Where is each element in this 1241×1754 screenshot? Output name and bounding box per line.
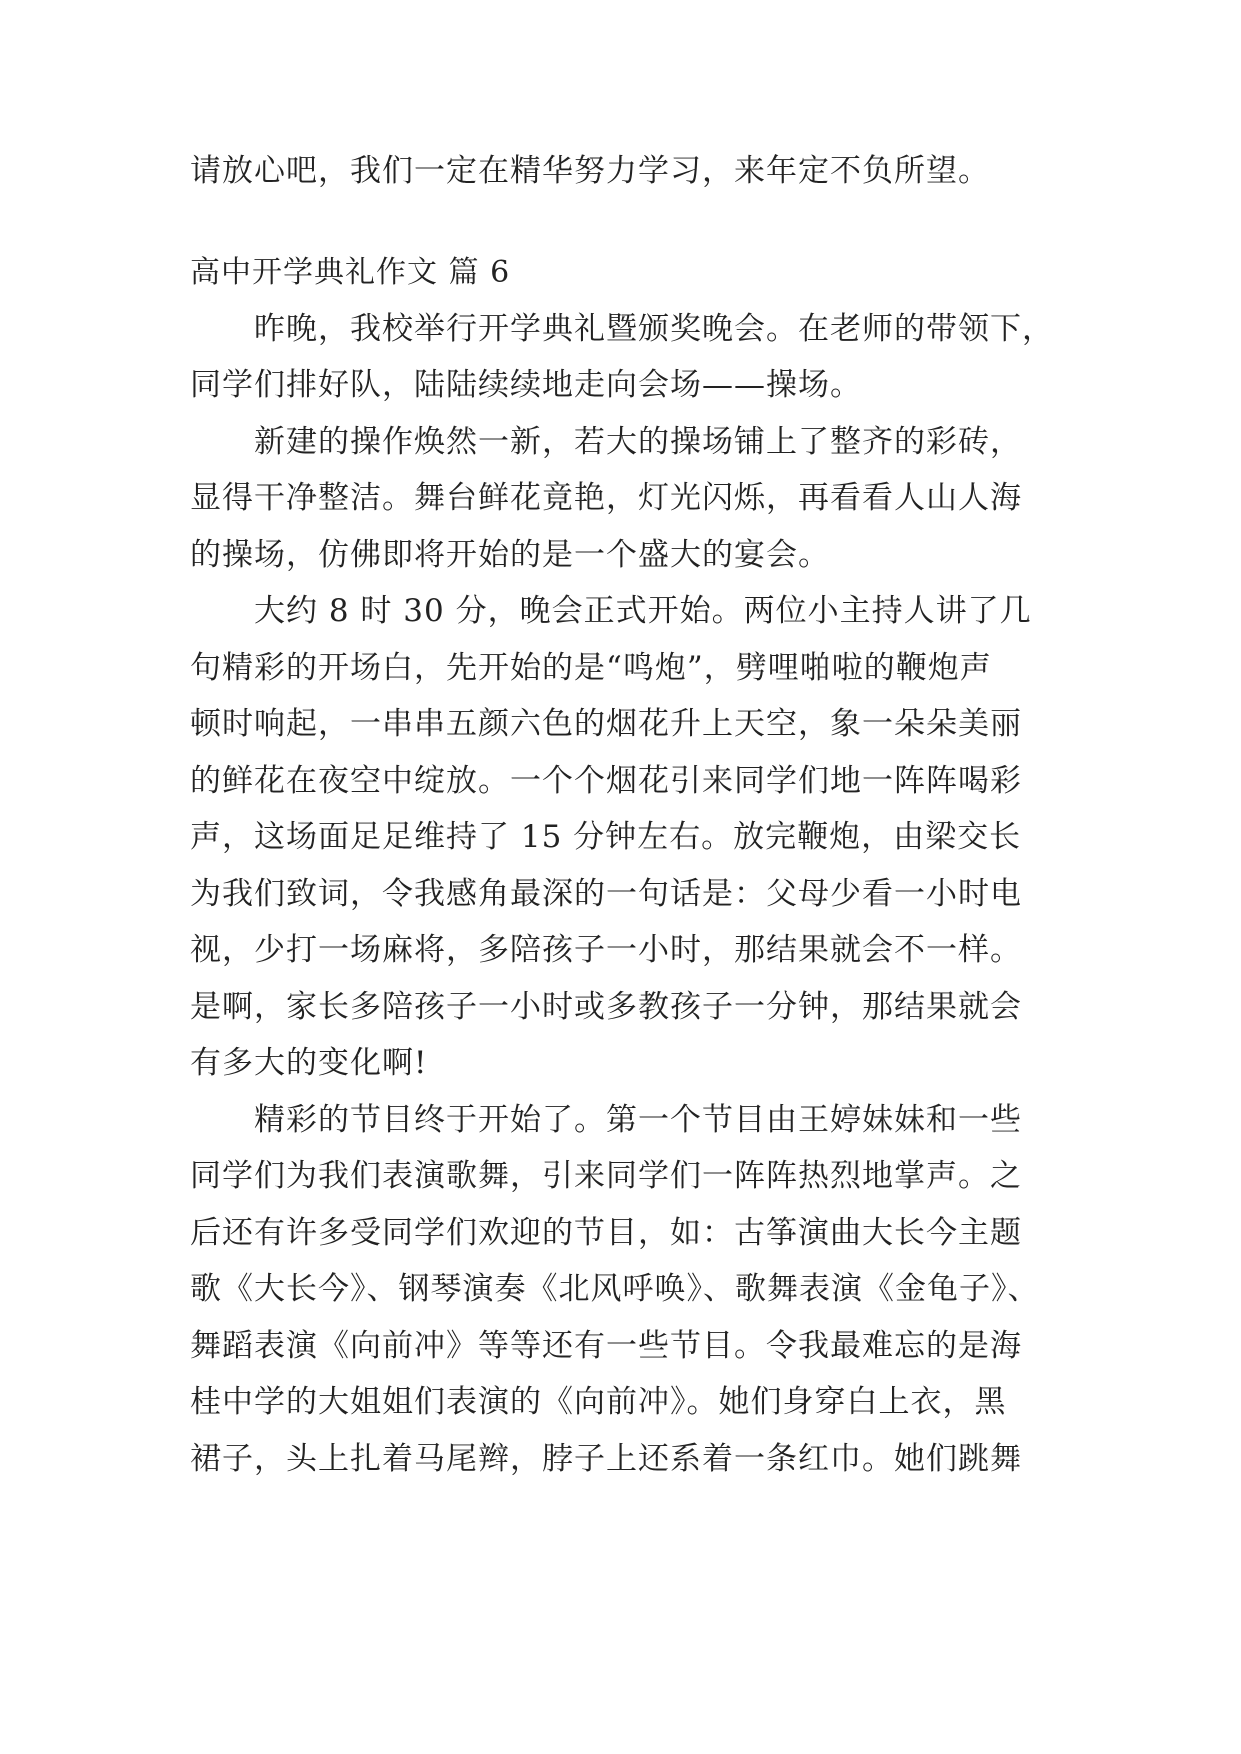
paragraph-line: 舞蹈表演《向前冲》等等还有一些节目。令我最难忘的是海 <box>190 1328 1022 1364</box>
paragraph-line: 同学们排好队，陆陆续续地走向会场——操场。 <box>190 367 862 403</box>
paragraph-line: 桂中学的大姐姐们表演的《向前冲》。她们身穿白上衣，黑 <box>190 1384 1007 1420</box>
paragraph-line: 的鲜花在夜空中绽放。一个个烟花引来同学们地一阵阵喝彩 <box>190 763 1022 799</box>
paragraph-line: 新建的操作焕然一新，若大的操场铺上了整齐的彩砖， <box>190 424 1022 460</box>
paragraph-line: 裙子，头上扎着马尾辫，脖子上还系着一条红巾。她们跳舞 <box>190 1441 1022 1477</box>
essay-heading: 高中开学典礼作文 篇 6 <box>190 255 511 290</box>
paragraph-line: 后还有许多受同学们欢迎的节目，如：古筝演曲大长今主题 <box>190 1215 1022 1251</box>
paragraph-line: 顿时响起，一串串五颜六色的烟花升上天空，象一朵朵美丽 <box>190 706 1022 742</box>
paragraph-line: 是啊，家长多陪孩子一小时或多教孩子一分钟，那结果就会 <box>190 989 1022 1025</box>
paragraph-line: 精彩的节目终于开始了。第一个节目由王婷妹妹和一些 <box>190 1102 1022 1138</box>
paragraph-line: 有多大的变化啊! <box>190 1045 428 1081</box>
paragraph-line: 昨晚，我校举行开学典礼暨颁奖晚会。在老师的带领下， <box>190 311 1054 347</box>
paragraph-line: 同学们为我们表演歌舞，引来同学们一阵阵热烈地掌声。之 <box>190 1158 1022 1194</box>
paragraph-line: 歌《大长今》、钢琴演奏《北风呼唤》、歌舞表演《金龟子》、 <box>190 1271 1040 1307</box>
paragraph-line: 为我们致词，令我感角最深的一句话是：父母少看一小时电 <box>190 876 1022 912</box>
previous-essay-closing-line: 请放心吧，我们一定在精华努力学习，来年定不负所望。 <box>190 153 990 189</box>
paragraph-line: 句精彩的开场白，先开始的是“鸣炮”，劈哩啪啦的鞭炮声 <box>190 650 992 686</box>
paragraph-line: 大约 8 时 30 分，晚会正式开始。两位小主持人讲了几 <box>190 593 1032 629</box>
paragraph-line: 的操场，仿佛即将开始的是一个盛大的宴会。 <box>190 537 830 573</box>
paragraph-line: 视，少打一场麻将，多陪孩子一小时，那结果就会不一样。 <box>190 932 1022 968</box>
paragraph-line: 显得干净整洁。舞台鲜花竟艳，灯光闪烁，再看看人山人海 <box>190 480 1022 516</box>
paragraph-line: 声，这场面足足维持了 15 分钟左右。放完鞭炮，由梁交长 <box>190 819 1022 855</box>
